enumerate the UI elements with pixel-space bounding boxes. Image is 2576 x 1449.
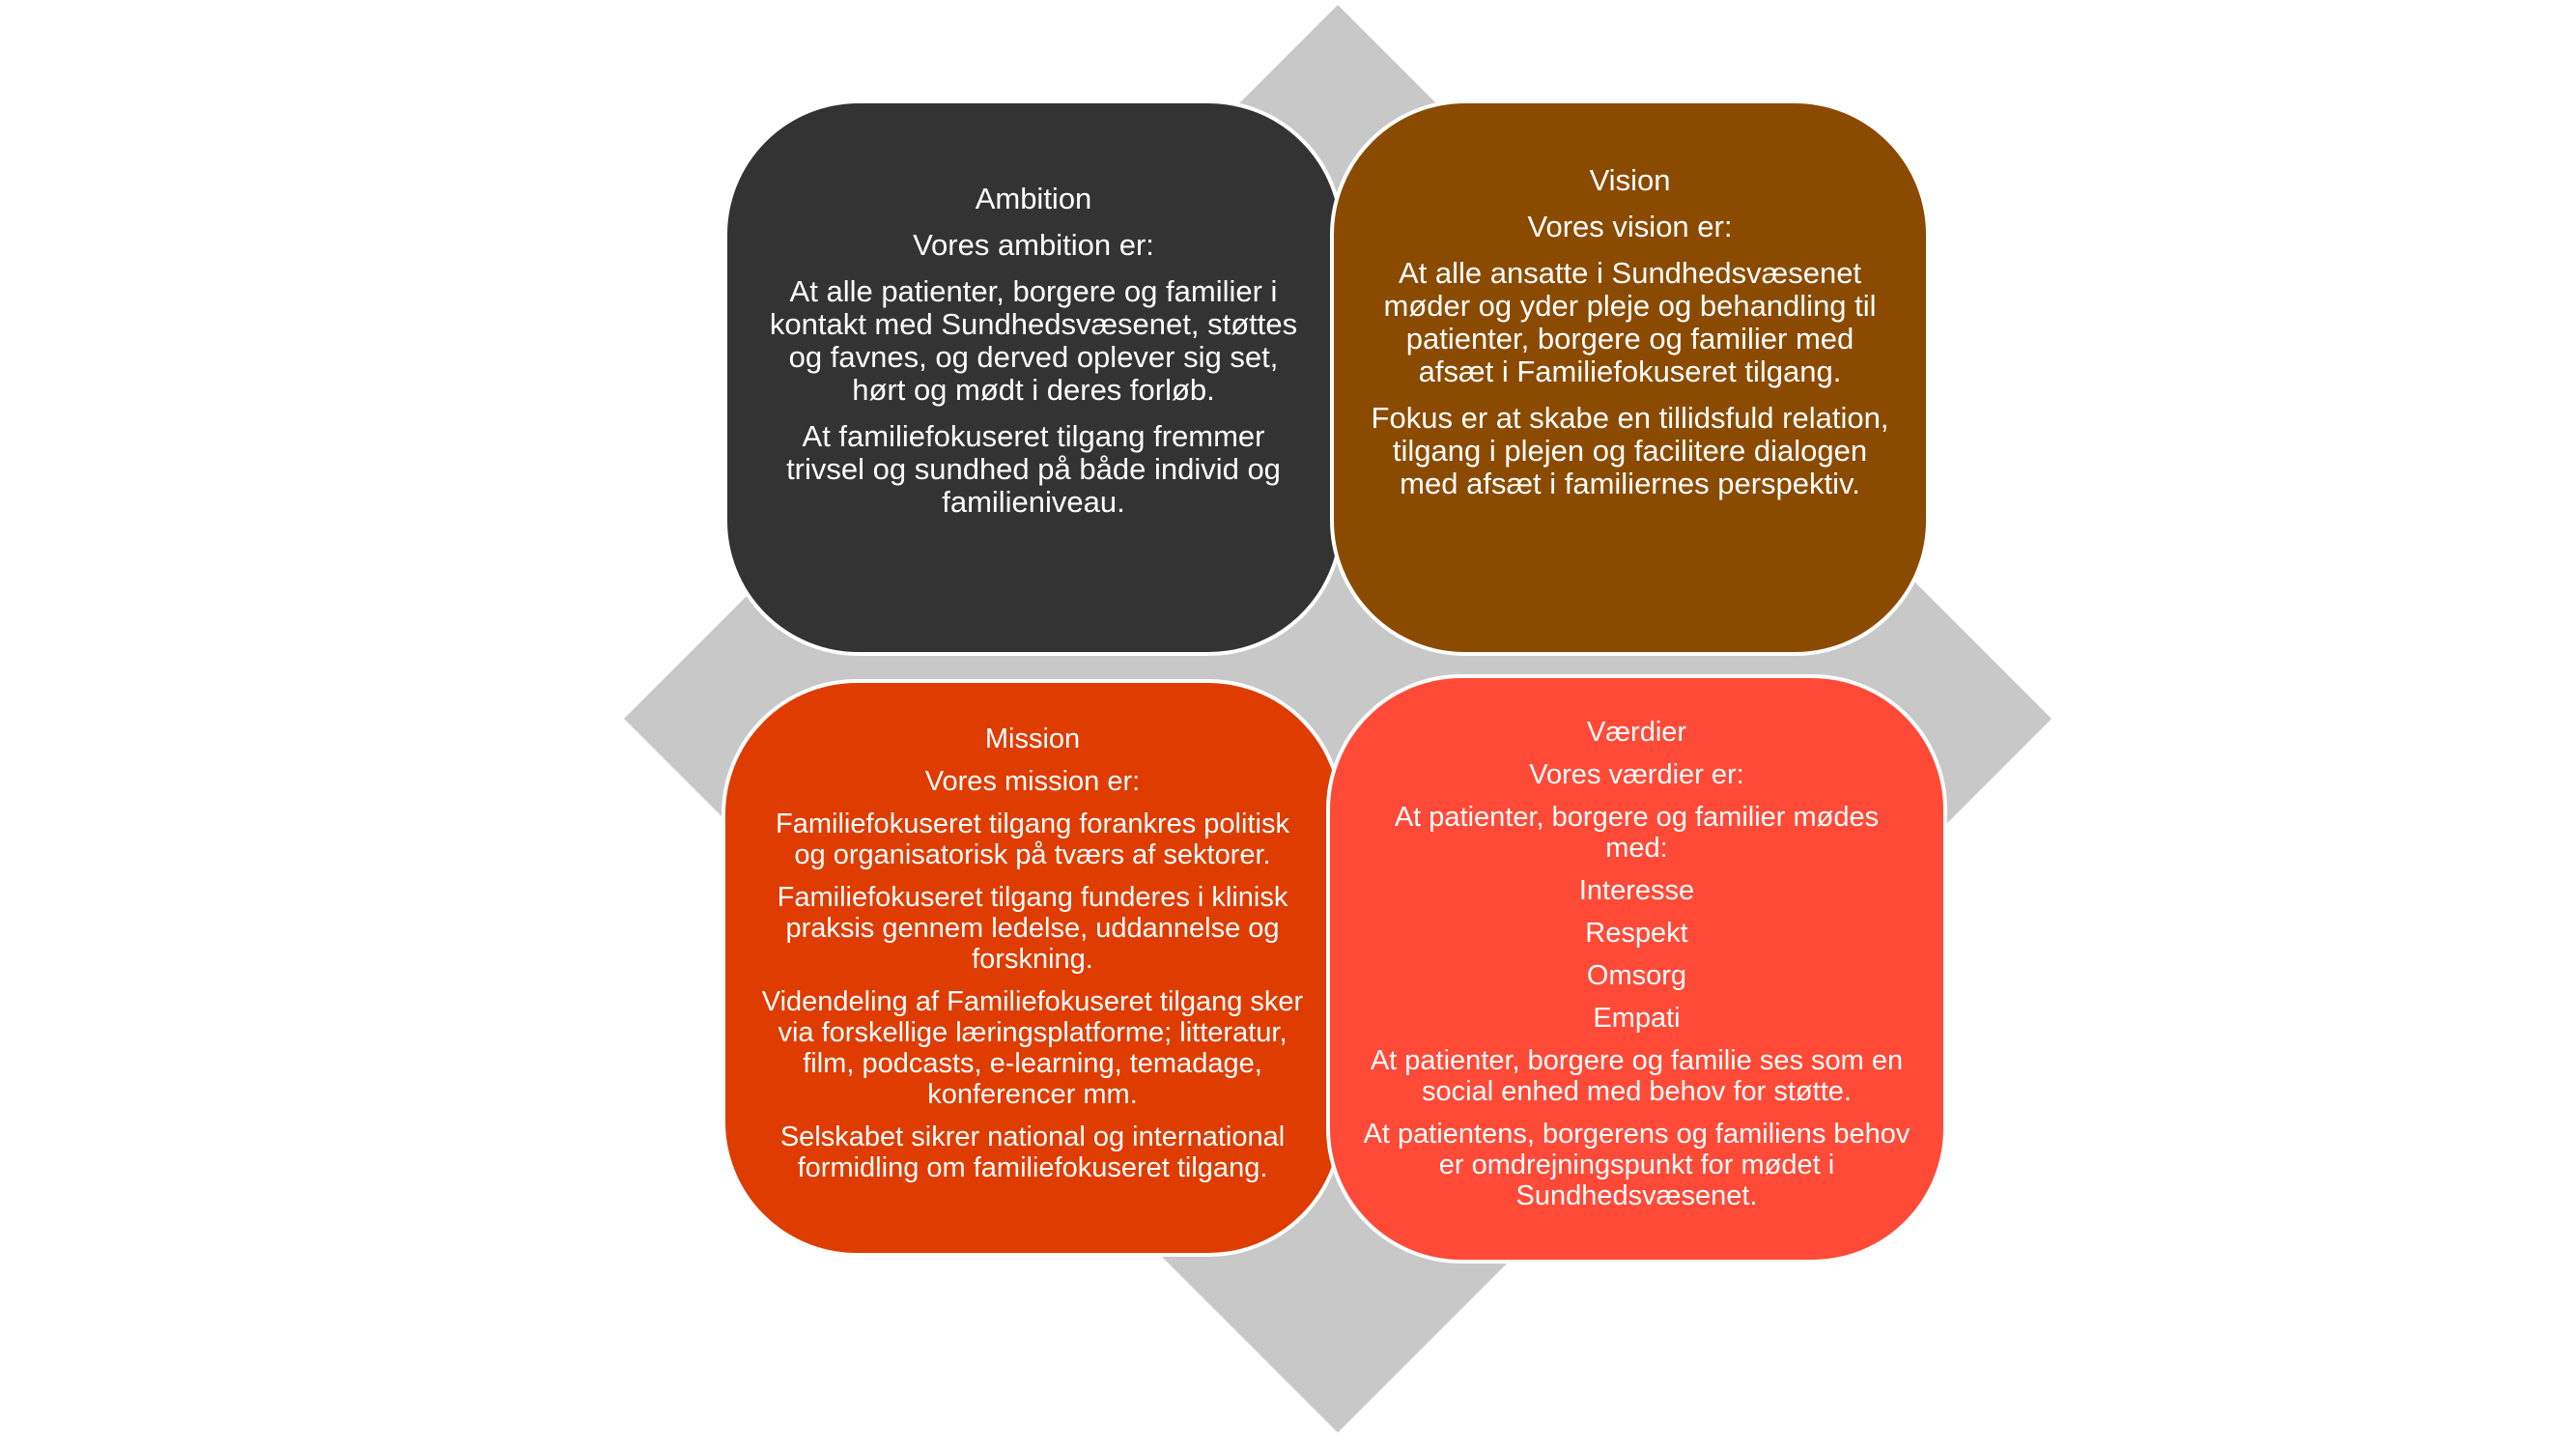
vision-box [1330, 99, 1930, 656]
mission-text: Familiefokuseret tilgang forankres politisk og organisatorisk på tværs af sektorer. [776, 809, 1289, 870]
value-item: Omsorg [1586, 960, 1687, 991]
values-text: At patienter, borgere og familie ses som en social enhed med behov for støtte. [1370, 1045, 1904, 1107]
mission-title: Mission [984, 724, 1081, 754]
vision-subtitle: Vores vision er: [1527, 210, 1733, 243]
values-box [1326, 674, 1947, 1264]
value-item: Empati [1593, 1003, 1681, 1034]
values-text: At patientens, borgerens og familiens behov er omdrejningspunkt for mødet i Sundhedsvæsenet. [1363, 1119, 1911, 1211]
value-item: Respekt [1585, 918, 1688, 949]
mission-text: Familiefokuseret tilgang funderes i klinisk praksis gennem ledelse, uddannelse og forskning. [777, 882, 1288, 975]
ambition-box [723, 99, 1344, 656]
ambition-subtitle: Vores ambition er: [913, 228, 1154, 262]
mission-subtitle: Vores mission er: [924, 766, 1141, 797]
ambition-text: At familiefokuseret tilgang fremmer trivsel og sundhed på både individ og familieniveau. [786, 419, 1281, 519]
value-item: Interesse [1578, 875, 1695, 906]
vision-text: At alle ansatte i Sundhedsvæsenet møder og yder pleje og behandling til patienter, borgere og familier med afsæt i Familiefokuseret tilgang. [1383, 256, 1877, 388]
vision-title: Vision [1589, 163, 1671, 197]
values-subtitle: Vores værdier er: [1529, 759, 1744, 790]
ambition-title: Ambition [975, 182, 1092, 215]
values-title: Værdier [1586, 717, 1687, 748]
vision-text: Fokus er at skabe en tillidsfuld relation, tilgang i plejen og facilitere dialogen med afsæt i familiernes perspektiv. [1371, 401, 1889, 500]
mission-text: Videndeling af Familiefokuseret tilgang sker via forskellige læringsplatforme; litteratur, film, podcasts, e-learning, temadage, konferencer mm. [761, 986, 1304, 1110]
mission-text: Selskabet sikrer national og international formidling om familiefokuseret tilgang. [779, 1122, 1286, 1183]
values-text: At patienter, borgere og familier mødes med: [1394, 802, 1880, 864]
mission-box [722, 679, 1344, 1257]
ambition-text: At alle patienter, borgere og familier i kontakt med Sundhedsvæsenet, støttes og favnes, og derved oplever sig set, hørt og mødt i deres forløb. [769, 274, 1298, 407]
